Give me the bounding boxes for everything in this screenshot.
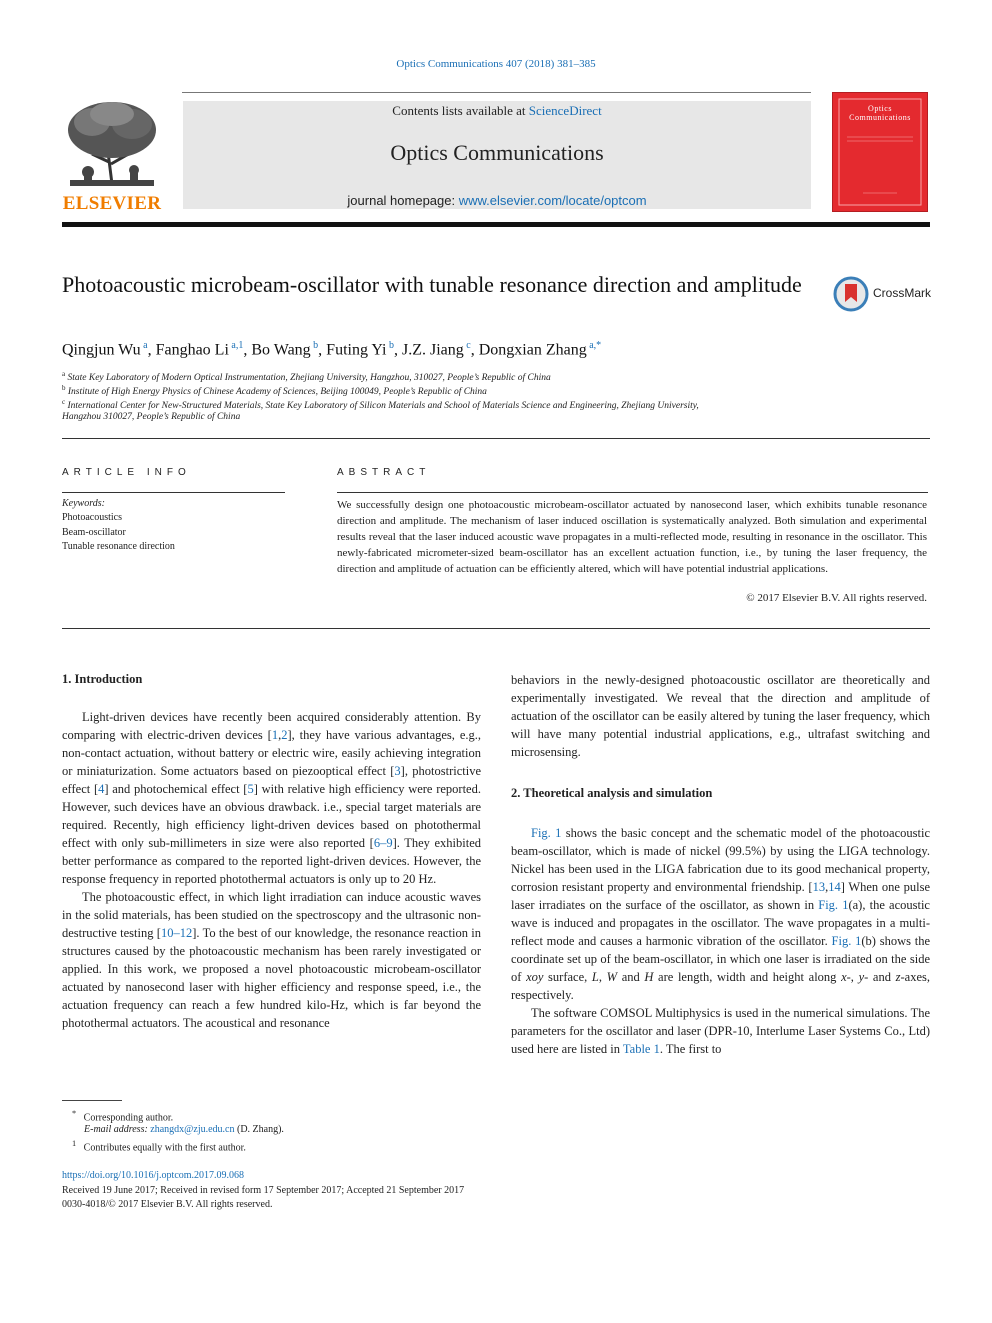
footnote-text: Corresponding author. <box>83 1112 174 1124</box>
author-name[interactable]: Qingjun Wu <box>62 341 141 359</box>
homepage-link[interactable]: www.elsevier.com/locate/optcom <box>458 193 647 208</box>
keyword-item: Tunable resonance direction <box>62 541 175 552</box>
author-affiliation-mark[interactable]: c <box>463 340 471 351</box>
math-var: L <box>591 970 599 984</box>
affiliation-text: Institute of High Energy Physics of Chinese Academy of Sciences, Beijing 100049, People’s Republic of China <box>67 387 487 398</box>
email-label: E-mail address: <box>84 1124 151 1135</box>
text-run: , <box>825 880 829 894</box>
author-name[interactable]: Dongxian Zhang <box>478 341 587 359</box>
section-2-heading: 2. Theoretical analysis and simulation <box>511 786 713 800</box>
cover-title: Optics Communications <box>849 104 911 122</box>
reference-link[interactable]: 10–12 <box>160 926 193 940</box>
affiliation-text: Hangzhou 310027, People’s Republic of China <box>62 412 241 422</box>
header-thick-rule <box>62 222 930 227</box>
abstract-heading: ABSTRACT <box>337 467 431 478</box>
math-var: z <box>895 970 901 984</box>
keyword-item: Beam-oscillator <box>62 527 126 538</box>
contents-availability <box>183 103 811 119</box>
text-run: (b) shows the coordinate set up of the beam-oscillator, in which one laser is irradiated on the side of <box>511 934 930 984</box>
journal-name: Optics Communications <box>390 140 604 165</box>
text-run: - and <box>864 970 896 984</box>
email-suffix: (D. Zhang). <box>234 1124 284 1135</box>
doi-link[interactable]: https://doi.org/10.1016/j.optcom.2017.09.068 <box>62 1170 245 1181</box>
reference-link[interactable]: 4 <box>98 782 105 796</box>
email-note <box>84 1124 284 1135</box>
affiliation-mark: a <box>62 370 66 378</box>
abstract-text: We successfully design one photoacoustic microbeam-oscillator actuated by nanosecond laser, which exhibits tunable resonance direction and amplitude. The mechanism of laser induced oscillation is systematically analyzed. Both simulation and experimental results reveal that the laser induced acoustic wave propagates in a multi-reflected mode, resulting in resonance in the oscillator. This newly-fabricated micrometer-sized beam-oscillator has an excellent actuation function, i.e., by tuning the laser frequency, the direction and amplitude of actuation can be efficiently altered, which will have potential industrial applications. <box>337 499 927 575</box>
affiliation-mark: c <box>62 398 66 406</box>
footnote-text: Contributes equally with the first author. <box>83 1142 246 1154</box>
affiliation-text: State Key Laboratory of Modern Optical Instrumentation, Zhejiang University, Hangzhou, 310027, People’s Republic of China <box>67 373 551 384</box>
text-run: ] and photochemical effect [ <box>104 782 248 796</box>
text-run: ]. To the best of our knowledge, the resonance reaction in structures caused by the photoacoustic mechanism has been rarely investigated or applied. In this work, we proposed a novel photoacoustic microbeam-oscillator actuated by nanosecond laser with higher efficiency and response speed, i.e., the actuation frequency can reach a few hundred kilo-Hz, which is far beyond the photothermal actuators. The acoustical and resonance <box>62 926 481 1030</box>
footnote-rule <box>62 1100 122 1101</box>
abstract-bottom-rule <box>62 628 930 629</box>
author-separator: , <box>470 341 479 359</box>
author-name[interactable]: Fanghao Li <box>155 341 229 359</box>
intro-paragraph-2 <box>62 888 481 1032</box>
keywords-label: Keywords: <box>62 498 105 509</box>
text-run: ]. They exhibited better performance as compared to the reported light-driven devices. However, the response frequency in reported photothermal actuators is only up to 20 Hz. <box>62 836 481 886</box>
sciencedirect-link[interactable]: ScienceDirect <box>528 103 602 118</box>
text-run: (a), the acoustic wave is induced and propagates in the oscillator. The wave propagates in a multi-reflect mode and causes a harmonic vibration of the oscillator. <box>511 898 930 948</box>
email-link[interactable]: zhangdx@zju.edu.cn <box>150 1124 235 1135</box>
author-separator: , <box>147 341 156 359</box>
header-top-rule <box>182 92 811 93</box>
text-run: , <box>598 970 607 984</box>
journal-citation-link[interactable]: Optics Communications 407 (2018) 381–385 <box>396 58 596 70</box>
elsevier-wordmark: ELSEVIER <box>62 193 162 214</box>
figure-link[interactable]: Fig. 1 <box>531 826 562 840</box>
contents-prefix: Contents lists available at <box>392 103 529 118</box>
author-separator: , <box>318 341 327 359</box>
math-var: H <box>644 970 654 984</box>
reference-link[interactable]: 5 <box>247 782 254 796</box>
text-run: and <box>617 970 645 984</box>
crossmark-icon <box>833 276 869 312</box>
figure-link[interactable]: Fig. 1 <box>831 934 862 948</box>
article-info-heading: ARTICLE INFO <box>62 467 191 478</box>
math-var: x <box>841 970 847 984</box>
author-list <box>62 340 922 359</box>
author-name[interactable]: Futing Yi <box>326 341 387 359</box>
table-link[interactable]: Table 1 <box>622 1042 660 1056</box>
math-var: xoy <box>526 970 544 984</box>
affiliation-c-continued <box>62 410 922 424</box>
text-run: Light-driven devices have recently been acquired considerably attention. By comparing with electric-driven devices [ <box>62 710 481 742</box>
math-var: y <box>858 970 865 984</box>
theory-body <box>511 824 930 1058</box>
paper-title: Photoacoustic microbeam-oscillator with tunable resonance direction and amplitude <box>62 272 802 297</box>
figure-link[interactable]: Fig. 1 <box>818 898 849 912</box>
author-name[interactable]: J.Z. Jiang <box>401 341 464 359</box>
reference-link[interactable]: 13 <box>812 880 826 894</box>
reference-link[interactable]: 1 <box>271 728 279 742</box>
crossmark-label[interactable]: CrossMark <box>873 286 932 300</box>
author-name[interactable]: Bo Wang <box>251 341 311 359</box>
text-run: shows the basic concept and the schematic model of the photoacoustic beam-oscillator, which is made of nickel (99.5%) by using the LIGA technology. Nickel has been used in the LIGA fabrication due to its good mechanical property, corrosion resistant property and environmental friendship. [ <box>511 826 930 894</box>
text-run: The software COMSOL Multiphysics is used in the numerical simulations. The parameters for the oscillator and laser (DPR-10, Interlume Laser Systems Co., Ltd) used here are listed in <box>511 1006 930 1056</box>
reference-link[interactable]: 6–9 <box>373 836 393 850</box>
text-run: ] When one pulse laser irradiates on the surface of the oscillator, as shown in <box>511 880 930 912</box>
issn-line: 0030-4018/© 2017 Elsevier B.V. All rights reserved. <box>62 1199 273 1210</box>
text-run: -, <box>846 970 859 984</box>
author-affiliation-mark[interactable]: b <box>386 340 394 351</box>
author-affiliation-mark[interactable]: a,1 <box>228 340 244 351</box>
affiliation-text: International Center for New-Structured Materials, State Key Laboratory of Silicon Materials and School of Materials Science and Engineering, Zhejiang University, <box>67 401 699 412</box>
text-run: . The first to <box>659 1042 722 1056</box>
author-affiliation-mark[interactable]: a,* <box>586 340 602 351</box>
article-info-rule <box>62 492 285 493</box>
text-run: The photoacoustic effect, in which light irradiation can induce acoustic waves in the solid materials, has been studied on the spectroscopy and the ultrasonic non-destructive testing [ <box>62 890 481 940</box>
text-run: ], they have various advantages, e.g., non-contact actuation, without battery or electric wire, easily achieving integration or miniaturization. Some actuators based on piezooptical effect [ <box>62 728 481 778</box>
introduction-body <box>62 708 481 1032</box>
text-run: ], photostrictive effect [ <box>62 764 481 796</box>
journal-homepage <box>183 193 811 208</box>
abstract-copyright: © 2017 Elsevier B.V. All rights reserved. <box>746 592 927 604</box>
footnote-mark: * <box>72 1109 77 1118</box>
author-separator: , <box>393 341 402 359</box>
intro-paragraph-1 <box>62 708 481 888</box>
abstract-rule <box>337 492 928 493</box>
section-1-heading: 1. Introduction <box>62 672 143 686</box>
affiliation-rule <box>62 438 930 439</box>
affiliation-mark: b <box>62 384 66 392</box>
author-affiliation-mark[interactable]: b <box>310 340 319 351</box>
theory-paragraph-1 <box>511 824 930 1004</box>
text-run: -axes, respectively. <box>511 970 930 1002</box>
intro-paragraph-2-continued: behaviors in the newly-designed photoacoustic oscillator are theoretically and experimentally investigated. We reveal that the direction and amplitude of actuation of the oscillator can be easily altered by tuning the laser frequency, which will have many potential industrial applications, e.g., ultrafast switching and microsensing. <box>511 673 930 759</box>
received-dates: Received 19 June 2017; Received in revised form 17 September 2017; Accepted 21 September 2017 <box>62 1185 465 1196</box>
corresponding-author-note <box>72 1109 173 1123</box>
text-run: are length, width and height along <box>653 970 842 984</box>
theory-paragraph-2 <box>511 1004 930 1058</box>
author-separator: , <box>243 341 252 359</box>
footnote-mark: 1 <box>72 1139 77 1148</box>
reference-link[interactable]: 2 <box>281 728 288 742</box>
homepage-prefix: journal homepage: <box>347 193 459 208</box>
math-var: W <box>606 970 618 984</box>
text-run: , <box>278 728 282 742</box>
reference-link[interactable]: 14 <box>828 880 841 894</box>
text-run: surface, <box>543 970 592 984</box>
author-affiliation-mark[interactable]: a <box>140 340 148 351</box>
keyword-item: Photoacoustics <box>62 512 122 523</box>
text-run: ] with relative high efficiency were reported. However, such devices have an obvious drawback. i.e., special target materials are required. Recently, high efficiency light-driven devices based on photothermal effect with only sub-millimeters in size were also reported [ <box>62 782 481 850</box>
introduction-continuation <box>511 671 930 761</box>
reference-link[interactable]: 3 <box>394 764 401 778</box>
equal-contribution-note <box>72 1139 246 1153</box>
